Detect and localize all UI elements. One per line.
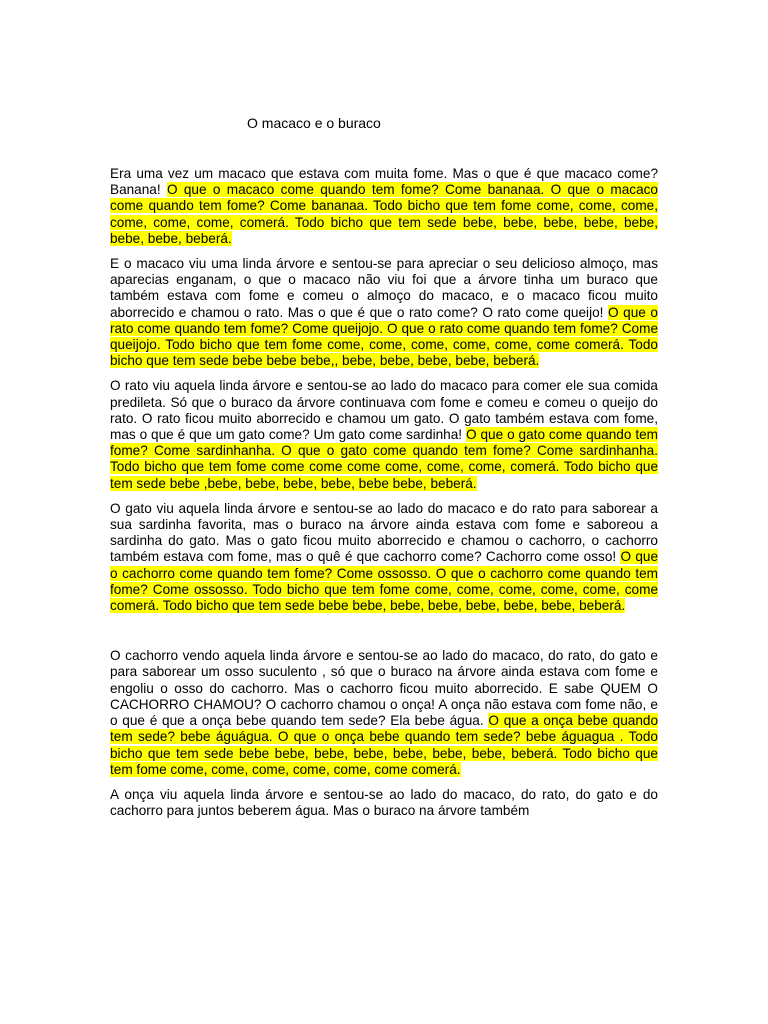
paragraph-text: O gato viu aquela linda árvore e sentou-se ao lado do macaco e do rato para saborear a sua sardinha favorita, mas o buraco na árvore ainda estava com fome e saboreou a sardinha do gato. Mas o gato ficou muito aborrecido e chamou o cachorro, o cachorro também estava com fome, mas o quê é que cachorro come? Cachorro come osso!	[110, 500, 658, 565]
paragraph-text: E o macaco viu uma linda árvore e sentou-se para apreciar o seu delicioso almoço, mas aparecias enganam, o que o macaco não viu foi que a árvore tinha um buraco que também estava com fome e comeu o almoço do macaco, e o macaco ficou muito aborrecido e chamou o rato. Mas o que é que o rato come? O rato come queijo!	[110, 256, 658, 320]
story-body	[110, 166, 658, 828]
highlighted-refrain: O que o gato come quando tem fome? Come sardinhanha. O que o gato come quando tem fome? Come sardinhanha. Todo bicho que tem fome come come come come, come, come, comerá. Todo bicho que tem sede bebe ,bebe, bebe, bebe, bebe, bebe bebe, beberá.	[110, 427, 658, 491]
paragraph-text: A onça viu aquela linda árvore e sentou-se ao lado do macaco, do rato, do gato e do cachorro para juntos beberem água. Mas o buraco na árvore também	[110, 786, 658, 819]
paragraph-6	[110, 787, 658, 819]
paragraph-text: Era uma vez um macaco que estava com muita fome. Mas o que é que macaco come? Banana!	[110, 166, 658, 198]
paragraph-1	[110, 166, 658, 247]
highlighted-refrain: O que o cachorro come quando tem fome? Come ossosso. O que o cachorro come quando tem fome? Come ossosso. Todo bicho que tem fome come, come, come, come, come, come comerá. Todo bicho que tem sede bebe bebe, bebe, bebe, bebe, bebe, bebe, beberá.	[110, 549, 659, 614]
paragraph-2	[110, 256, 658, 369]
highlighted-refrain: O que o macaco come quando tem fome? Come bananaa. O que o macaco come quando tem fome? Come bananaa. Todo bicho que tem fome come, come, come, come, come, come, comerá. Todo bicho que tem sede bebe, bebe, bebe, bebe, bebe, bebe, bebe, beberá.	[110, 182, 658, 246]
paragraph-5	[110, 648, 658, 778]
story-title: O macaco e o buraco	[247, 115, 381, 131]
paragraph-4	[110, 501, 658, 614]
highlighted-refrain: O que o rato come quando tem fome? Come queijojo. O que o rato come quando tem fome? Come queijojo. Todo bicho que tem fome come, come, come, come, come, come comerá. Todo bicho que tem sede bebe bebe bebe,, bebe, bebe, bebe, bebe, beberá.	[110, 304, 658, 369]
paragraph-3	[110, 378, 658, 491]
highlighted-refrain: O que a onça bebe quando tem sede? bebe águágua. O que o onça bebe quando tem sede? bebe águagua . Todo bicho que tem sede bebe bebe, bebe, bebe, bebe, bebe, bebe, beberá. Todo bicho que tem fome come, come, come, come, come, come comerá.	[110, 713, 658, 777]
paragraph-text: O cachorro vendo aquela linda árvore e sentou-se ao lado do macaco, do rato, do gato e para saborear um osso suculento , só que o buraco na árvore ainda estava com fome e engoliu o osso do cachorro. Mas o cachorro ficou muito aborrecido. E sabe QUEM O CACHORRO CHAMOU? O cachorro chamou o onça! A onça não estava com fome não, e o que é que a onça bebe quando tem sede? Ela bebe água.	[110, 648, 658, 729]
paragraph-text: O rato viu aquela linda árvore e sentou-se ao lado do macaco para comer ele sua comida predileta. Só que o buraco da árvore continuava com fome e comeu e comeu o queijo do rato. O rato ficou muito aborrecido e chamou um gato. O gato também estava com fome, mas o que é que um gato come? Um gato come sardinha!	[110, 378, 658, 443]
